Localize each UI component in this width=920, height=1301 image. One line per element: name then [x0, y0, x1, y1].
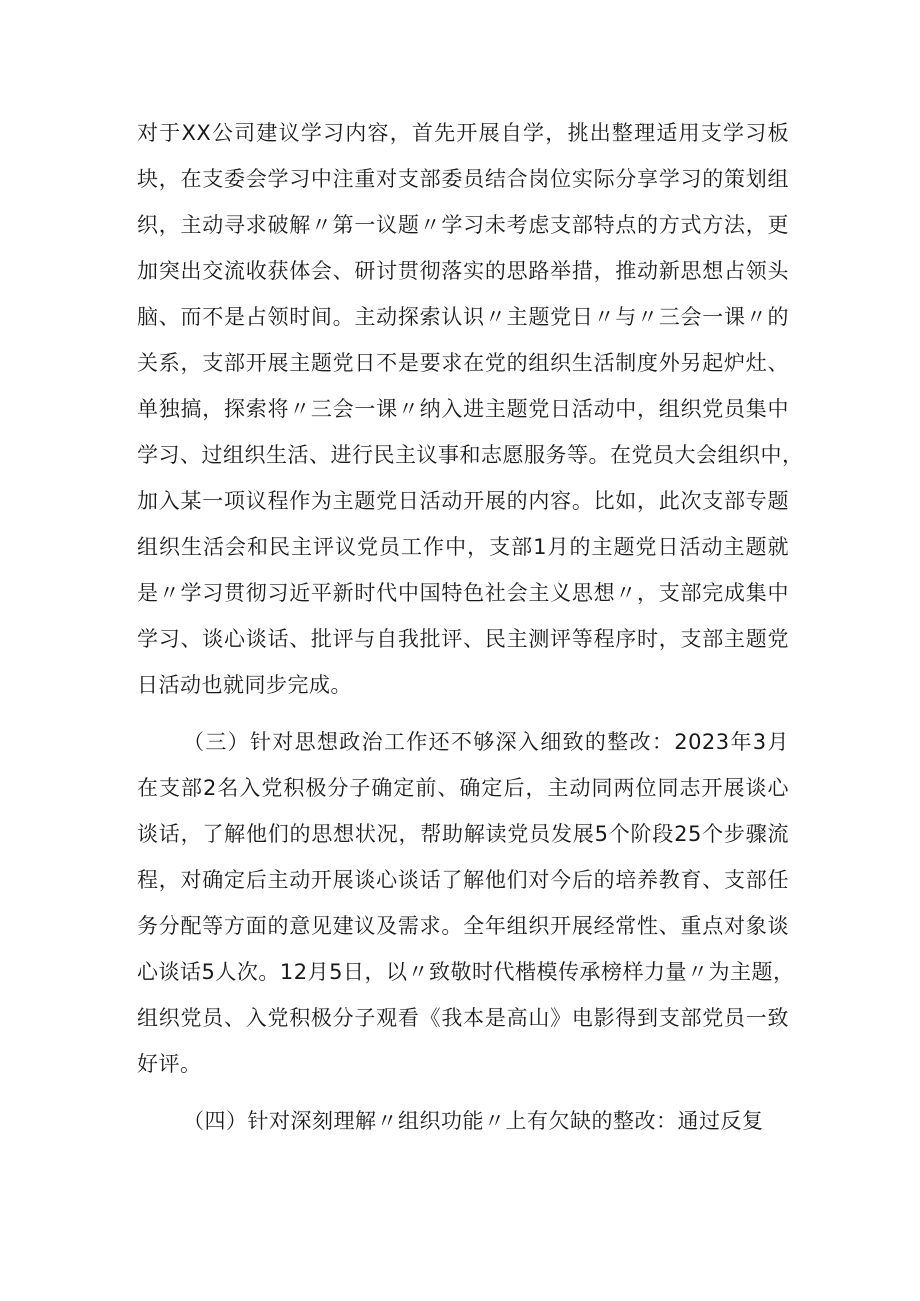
- paragraph-3: [137, 1098, 789, 1144]
- text-line: 是〃学习贯彻习近平新时代中国特色社会主义思想〃，支部完成集中: [137, 581, 789, 605]
- text-line: 心谈话5人次。12月5日，以〃致敬时代楷模传承榜样力量〃为主题，: [137, 960, 795, 984]
- text-line: 务分配等方面的意见建议及需求。全年组织开展经常性、重点对象谈: [137, 914, 789, 938]
- text-line: （三）针对思想政治工作还不够深入细致的整改：2023年3月: [183, 730, 789, 754]
- text-line: 学习、过组织生活、进行民主议事和志愿服务等。在党员大会组织中，: [137, 443, 804, 467]
- text-line: 单独搞，探索将〃三会一课〃纳入进主题党日活动中，组织党员集中: [137, 397, 789, 421]
- text-line: 织，主动寻求破解〃第一议题〃学习未考虑支部特点的方式方法，更: [137, 213, 789, 237]
- text-line: 块，在支委会学习中注重对支部委员结合岗位实际分享学习的策划组: [137, 167, 789, 191]
- text-line: 谈话，了解他们的思想状况，帮助解读党员发展5个阶段25个步骤流: [137, 822, 789, 846]
- text-line: 组织党员、入党积极分子观看《我本是高山》电影得到支部党员一致: [137, 1006, 789, 1030]
- text-line: 在支部2名入党积极分子确定前、确定后，主动同两位同志开展谈心: [137, 776, 789, 800]
- text-line: 关系，支部开展主题党日不是要求在党的组织生活制度外另起炉灶、: [137, 351, 789, 375]
- document-body: [137, 110, 804, 1155]
- text-line: 日活动也就同步完成。: [137, 673, 352, 697]
- text-line: 加突出交流收获体会、研讨贯彻落实的思路举措，推动新思想占领头: [137, 259, 789, 283]
- text-line: 加入某一项议程作为主题党日活动开展的内容。比如，此次支部专题: [137, 489, 789, 513]
- text-line: 对于XX公司建议学习内容，首先开展自学，挑出整理适用支学习板: [137, 121, 789, 145]
- text-line: 学习、谈心谈话、批评与自我批评、民主测评等程序时，支部主题党: [137, 627, 789, 651]
- text-line: （四）针对深刻理解〃组织功能〃上有欠缺的整改：通过反复: [183, 1109, 764, 1133]
- paragraph-1: [137, 110, 804, 708]
- text-line: 组织生活会和民主评议党员工作中，支部1月的主题党日活动主题就: [137, 535, 789, 559]
- text-line: 脑、而不是占领时间。主动探索认识〃主题党日〃与〃三会一课〃的: [137, 305, 789, 329]
- text-line: 程，对确定后主动开展谈心谈话了解他们对今后的培养教育、支部任: [137, 868, 789, 892]
- text-line: 好评。: [137, 1052, 202, 1076]
- paragraph-2: [137, 719, 795, 1087]
